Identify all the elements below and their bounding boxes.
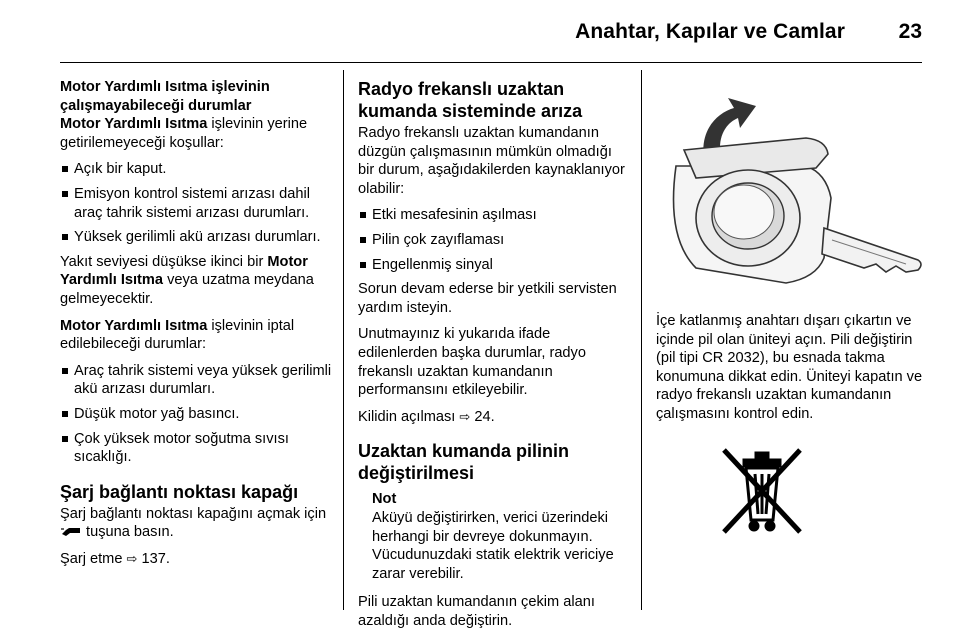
paragraph-text: işlevinin iptal edilebileceği durumlar: xyxy=(60,317,295,353)
page-reference-link[interactable]: 24. xyxy=(474,408,495,425)
column-divider xyxy=(641,70,642,610)
list-item xyxy=(358,256,628,275)
list-item-text: Emisyon kontrol sistemi arızası dahil araç tahrik sistemi arızası durumları. xyxy=(74,185,311,221)
bullet-icon xyxy=(360,212,366,218)
paragraph xyxy=(60,550,336,569)
term-bold: Motor Yardımlı Isıtma xyxy=(60,116,208,133)
bullet-icon xyxy=(62,234,68,240)
term-bold: Motor Yardımlı Isıtma xyxy=(60,317,208,334)
note-title: Not xyxy=(372,491,397,508)
paragraph xyxy=(60,253,336,309)
bullet-icon xyxy=(62,411,68,417)
paragraph-text: Yakıt seviyesi düşükse ikinci bir xyxy=(60,253,268,270)
paragraph xyxy=(60,505,336,542)
list-item-text: Araç tahrik sistemi veya yüksek gerilimli akü arızası durumları. xyxy=(74,362,332,398)
section-title: Şarj bağlantı noktası kapağı xyxy=(60,481,299,502)
list-item xyxy=(60,430,336,467)
note-text: Aküyü değiştirirken, verici üzerindeki herhangi bir devreye dokunmayın. Vücudunuzdaki statik elektrik vericiye zarar verebilir. xyxy=(372,509,614,582)
list-item xyxy=(60,160,336,179)
bullet-icon xyxy=(62,436,68,442)
subheading-line: Motor Yardımlı Isıtma işlevinin xyxy=(60,79,270,95)
paragraph-text: işlevinin yerine getirilemeyeceği koşullar: xyxy=(60,116,308,151)
column-divider xyxy=(343,70,344,610)
list-item xyxy=(60,228,336,247)
paragraph-text: Kilidin açılması xyxy=(358,408,460,425)
list-item-text: Engellenmiş sinyal xyxy=(372,256,493,273)
paragraph-text: tuşuna basın. xyxy=(82,524,174,541)
paragraph-text: Şarj etme xyxy=(60,550,127,567)
key-battery-illustration-icon xyxy=(656,78,926,296)
list-item-text: Yüksek gerilimli akü arızası durumları. xyxy=(74,229,321,246)
paragraph: Pili uzaktan kumandanın çekim alanı azaldığı anda değiştirin. xyxy=(358,594,595,629)
list-item-text: Açık bir kaput. xyxy=(74,161,167,178)
list-item-text: Çok yüksek motor soğutma sıvısı sıcaklığı. xyxy=(74,430,289,466)
page-number: 23 xyxy=(898,20,922,43)
section-title xyxy=(358,440,628,484)
subheading-line: çalışmayabileceği durumlar xyxy=(60,97,252,114)
reference-arrow-icon: ⇨ xyxy=(126,550,138,566)
reference-arrow-icon: ⇨ xyxy=(459,408,471,424)
paragraph: İçe katlanmış anahtarı dışarı çıkartın ve içinde pil olan üniteyi açın. Pili değiştirin (pil tipi CR 2032), bu esnada takma konumuna dikkat edin. Üniteyi kapatın ve radyo frekanslı uzaktan kumandanın çalışmasını kontrol edin. xyxy=(656,313,923,422)
paragraph xyxy=(60,317,336,354)
paragraph-text: veya uzatma meydana gelmeyecektir. xyxy=(60,272,314,307)
charge-port-icon xyxy=(60,525,82,537)
section-title-line: Uzaktan kumanda pilinin xyxy=(358,441,570,462)
term-bold: Motor Yardımlı Isıtma xyxy=(60,253,308,289)
column-left xyxy=(60,78,336,576)
bullet-icon xyxy=(360,262,366,268)
paragraph-text: Şarj bağlantı noktası kapağını açmak için xyxy=(60,505,327,522)
list-item xyxy=(358,231,628,250)
note-box xyxy=(372,490,628,583)
paragraph xyxy=(60,115,336,152)
list-item-text: Etki mesafesinin aşılması xyxy=(372,207,537,224)
section-title-line: kumanda sisteminde arıza xyxy=(358,101,583,121)
section-title-line: değiştirilmesi xyxy=(358,463,475,484)
paragraph: Sorun devam ederse bir yetkili servisten yardım isteyin. xyxy=(358,281,617,316)
list-item-text: Düşük motor yağ basıncı. xyxy=(74,405,240,422)
bullet-icon xyxy=(62,191,68,197)
bullet-icon xyxy=(62,368,68,374)
list-item xyxy=(60,185,336,222)
paragraph: Radyo frekanslı uzaktan kumandanın düzgün çalışmasının mümkün olmadığı bir durum, aşağıdakilerden kaynaklanıyor olabilir: xyxy=(358,125,625,197)
column-middle xyxy=(358,78,628,638)
bullet-icon xyxy=(360,237,366,243)
list-item xyxy=(358,206,628,225)
page-header-title: Anahtar, Kapılar ve Camlar xyxy=(575,20,845,43)
section-title-line: Radyo frekanslı uzaktan xyxy=(358,79,565,99)
section-title xyxy=(358,78,628,122)
crossed-bin-icon xyxy=(710,438,814,542)
paragraph: Unutmayınız ki yukarıda ifade edilenlerden başka durumlar, radyo frekanslı uzaktan kumandanın performansını etkileyebilir. xyxy=(358,326,586,399)
list-item xyxy=(60,362,336,399)
page-reference-link[interactable]: 137. xyxy=(141,550,170,567)
header-rule xyxy=(60,62,922,63)
list-item xyxy=(60,405,336,424)
paragraph xyxy=(358,408,628,427)
bullet-icon xyxy=(62,166,68,172)
list-item-text: Pilin çok zayıflaması xyxy=(372,231,505,248)
column-right xyxy=(656,78,926,542)
